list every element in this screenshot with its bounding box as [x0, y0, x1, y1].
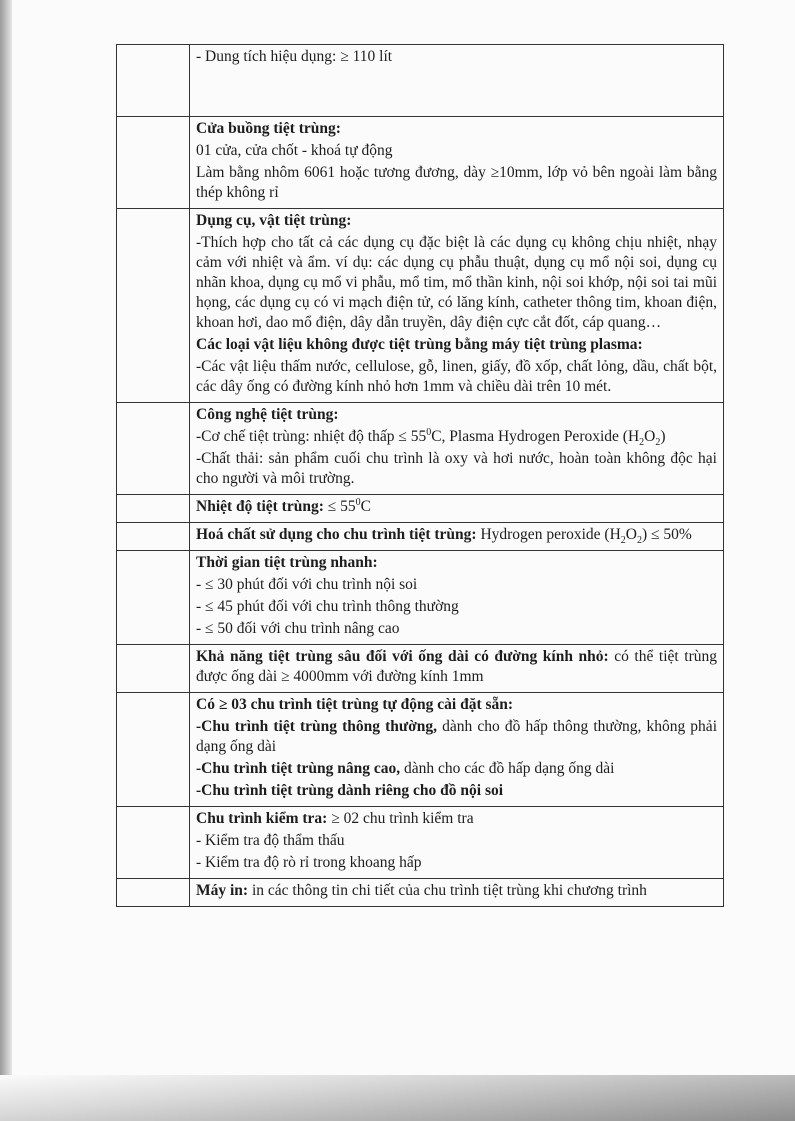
spec-text: 01 cửa, cửa chốt - khoá tự động	[196, 142, 393, 159]
spec-text: - Kiểm tra độ thẩm thấu	[196, 832, 345, 849]
spec-text: - Dung tích hiệu dụng: ≥ 110 lít	[196, 48, 393, 65]
spec-row	[117, 403, 724, 495]
spec-heading-text: Dụng cụ, vật tiệt trùng:	[196, 212, 352, 229]
spec-paragraph	[196, 163, 717, 203]
spec-text: 0	[355, 496, 361, 508]
spec-text: )	[660, 428, 666, 445]
spec-paragraph	[196, 211, 717, 231]
spec-text: 0	[426, 426, 432, 438]
spec-paragraph	[196, 853, 717, 873]
spec-text: 2	[655, 437, 661, 449]
spec-text: 2	[620, 535, 626, 547]
spec-heading-text: Có ≥ 03 chu trình tiệt trùng tự động cài đặt sẵn:	[196, 696, 514, 713]
spec-content-cell	[190, 879, 724, 907]
spec-text: ≥ 02 chu trình kiểm tra	[331, 810, 474, 827]
spec-text: in các thông tin chi tiết của chu trình tiệt trùng khi chương trình	[251, 882, 647, 899]
spec-text: C, Plasma Hydrogen Peroxide (H	[431, 428, 640, 445]
spec-paragraph	[196, 525, 717, 545]
spec-paragraph	[196, 717, 717, 757]
row-number-cell	[117, 403, 190, 495]
spec-text: -Cơ chế tiệt trùng: nhiệt độ thấp ≤ 55	[196, 428, 427, 445]
spec-paragraph	[196, 647, 717, 687]
row-number-cell	[117, 209, 190, 403]
spec-paragraph	[196, 119, 717, 139]
spec-paragraph	[196, 809, 717, 829]
spec-paragraph	[196, 575, 717, 595]
spec-text: có thể tiệt trùng được ống dài ≥ 4000mm với đường kính 1mm	[196, 648, 717, 685]
spec-content-cell	[190, 693, 724, 807]
row-number-cell	[117, 551, 190, 645]
spec-content-cell	[190, 45, 724, 117]
spec-paragraph	[196, 759, 717, 779]
spec-heading-text: -Chu trình tiệt trùng thông thường,	[196, 718, 438, 735]
spec-text: 2	[636, 535, 642, 547]
row-number-cell	[117, 495, 190, 523]
spec-heading-text: Hoá chất sử dụng cho chu trình tiệt trùng:	[196, 526, 481, 543]
spec-paragraph	[196, 449, 717, 489]
spec-paragraph	[196, 47, 717, 67]
spec-heading-text: Nhiệt độ tiệt trùng:	[196, 498, 328, 515]
spec-heading-text: Công nghệ tiệt trùng:	[196, 406, 339, 423]
spec-text: O	[644, 428, 656, 445]
spec-text: Làm bằng nhôm 6061 hoặc tương đương, dày ≥10mm, lớp vỏ bên ngoài làm bằng thép không rỉ	[196, 164, 717, 201]
spec-content-cell	[190, 117, 724, 209]
spec-heading-text: Thời gian tiệt trùng nhanh:	[196, 554, 378, 571]
spec-row	[117, 45, 724, 117]
spec-row	[117, 117, 724, 209]
spec-text: ≤ 55	[327, 498, 356, 515]
spec-paragraph	[196, 781, 717, 801]
spec-heading-text: Cửa buồng tiệt trùng:	[196, 120, 341, 137]
row-number-cell	[117, 807, 190, 879]
spec-paragraph	[196, 881, 717, 901]
spec-text: O	[625, 526, 637, 543]
specification-table	[116, 44, 724, 907]
spec-paragraph	[196, 405, 717, 425]
spec-text: - ≤ 50 đối với chu trình nâng cao	[196, 620, 400, 637]
spec-heading-text: Các loại vật liệu không được tiệt trùng bằng máy tiệt trùng plasma:	[196, 336, 643, 353]
spec-paragraph	[196, 831, 717, 851]
spec-content-cell	[190, 495, 724, 523]
spec-text: - ≤ 30 phút đối với chu trình nội soi	[196, 576, 418, 593]
spec-row	[117, 551, 724, 645]
spec-text: - ≤ 45 phút đối với chu trình thông thường	[196, 598, 459, 615]
row-number-cell	[117, 117, 190, 209]
spec-text: dành cho các đồ hấp dạng ống dài	[400, 760, 615, 777]
spec-heading-text: -Chu trình tiệt trùng dành riêng cho đồ nội soi	[196, 782, 504, 799]
spec-paragraph	[196, 233, 717, 333]
spec-text: dành cho đồ hấp thông thường, không phải dạng ống dài	[196, 718, 717, 755]
spec-row	[117, 645, 724, 693]
spec-row	[117, 693, 724, 807]
spec-content-cell	[190, 807, 724, 879]
spec-content-cell	[190, 403, 724, 495]
spec-heading-text: Khả năng tiệt trùng sâu đối với ống dài có đường kính nhỏ:	[196, 648, 615, 665]
spec-content-cell	[190, 645, 724, 693]
spec-heading-text: Máy in:	[196, 882, 252, 899]
spec-row	[117, 807, 724, 879]
spec-paragraph	[196, 427, 717, 447]
spec-content-cell	[190, 551, 724, 645]
spec-paragraph	[196, 619, 717, 639]
spec-content-cell	[190, 523, 724, 551]
spec-text: -Chất thải: sản phẩm cuối chu trình là oxy và hơi nước, hoàn toàn không độc hại cho người và môi trường.	[196, 450, 717, 487]
row-number-cell	[117, 645, 190, 693]
spec-text: - Kiểm tra độ rò rỉ trong khoang hấp	[196, 854, 422, 871]
spec-text: ) ≤ 50%	[641, 526, 692, 543]
spec-row	[117, 523, 724, 551]
spec-paragraph	[196, 597, 717, 617]
scan-bottom-edge	[0, 1075, 795, 1121]
row-number-cell	[117, 693, 190, 807]
spec-paragraph	[196, 695, 717, 715]
row-number-cell	[117, 523, 190, 551]
spec-paragraph	[196, 141, 717, 161]
spec-paragraph	[196, 335, 717, 355]
spec-paragraph	[196, 357, 717, 397]
row-number-cell	[117, 45, 190, 117]
spec-content-cell	[190, 209, 724, 403]
spec-text: 2	[639, 437, 645, 449]
spec-text: -Thích hợp cho tất cả các dụng cụ đặc biệt là các dụng cụ không chịu nhiệt, nhạy cảm với nhiệt và ẩm. ví dụ: các dụng cụ phẫu thuật, dụng cụ mổ nội soi, dụng cụ nhãn khoa, dụng cụ mổ vi phẫu, mổ tim, mổ thần kinh, nội soi khớp, nội soi tai mũi họng, các dụng cụ có vi mạch điện tử, có lăng kính, catheter thông tim, khoan điện, khoan hơi, dao mổ điện, dây dẫn truyền, dây điện cực cắt đốt, cáp quang…	[196, 234, 717, 331]
row-number-cell	[117, 879, 190, 907]
spec-heading-text: -Chu trình tiệt trùng nâng cao,	[196, 760, 401, 777]
spec-row	[117, 495, 724, 523]
spec-text: -Các vật liệu thấm nước, cellulose, gỗ, linen, giấy, đồ xốp, chất lỏng, dầu, chất bột, các dây ống có đường kính nhỏ hơn 1mm và chiều dài trên 10 mét.	[196, 358, 717, 395]
spec-row	[117, 879, 724, 907]
spec-text: C	[360, 498, 371, 515]
spec-paragraph	[196, 553, 717, 573]
scan-left-edge	[0, 0, 12, 1121]
spec-paragraph	[196, 497, 717, 517]
spec-heading-text: Chu trình kiểm tra:	[196, 810, 332, 827]
spec-row	[117, 209, 724, 403]
spec-text: Hydrogen peroxide (H	[480, 526, 621, 543]
